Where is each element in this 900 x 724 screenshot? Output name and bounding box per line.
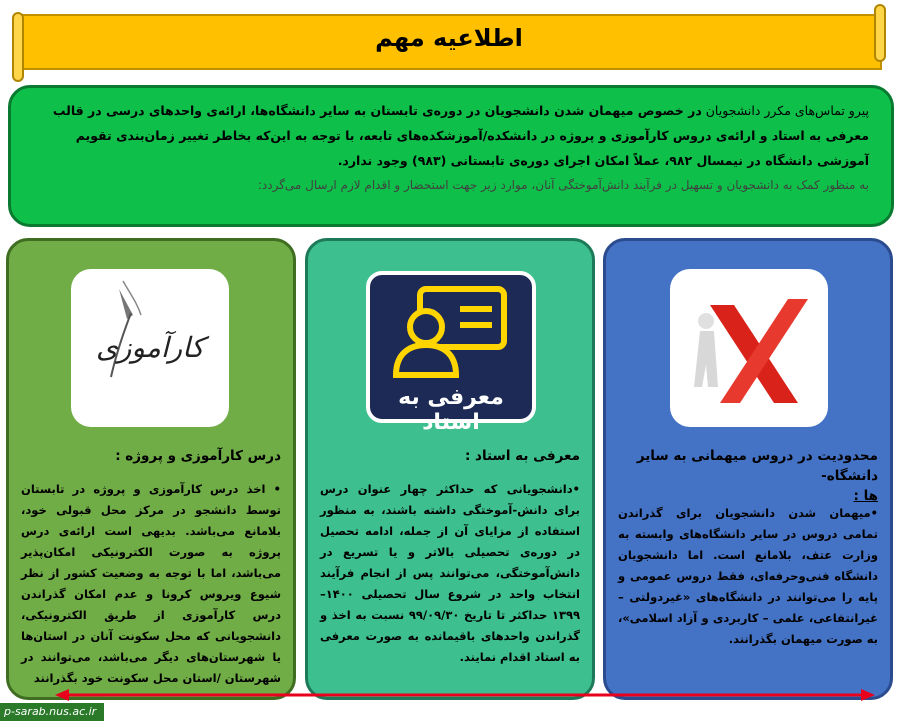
guest-title-line2: ها : — [853, 488, 878, 504]
banner — [12, 10, 886, 74]
double-arrow-icon — [55, 688, 875, 702]
column-internship — [6, 238, 296, 700]
internship-title: درس کارآموزی و پروژه : — [115, 448, 281, 464]
notice-sub: به منظور کمک به دانشجویان و تسهیل در فرآیند دانش‌آموختگی آنان، موارد زیر جهت استحضار و اقدام لازم ارسال می‌گردد: — [257, 178, 869, 192]
notice-main: در خصوص میهمان شدن دانشجویان در دوره‌ی تابستان به سایر دانشگاه‌ها، ارائه‌ی واحدهای درسی در قالب معرفی به استاد و ارائه‌ی دروس کارآموزی و پروژه در دانشکده/آموزشکده‌های تابعه، با توجه به این‌که بخاطر تغییر زمان‌بندی تقویم آموزشی دانشگاه در نیمسال ۹۸۲، عملاً امکان اجرای دوره‌ی تابستانی (۹۸۳) وجود ندارد. — [52, 103, 869, 168]
red-x-icon — [670, 269, 828, 427]
page-title: اطلاعیه مهم — [375, 24, 523, 52]
professor-image-text: معرفی به استاد — [398, 385, 504, 435]
internship-image-text: کارآموزی — [95, 331, 205, 364]
guest-title-line1: محدودیت در دروس میهمانی به سایر دانشگاه- — [636, 448, 878, 484]
notice-box — [8, 85, 894, 227]
notice-lead: پیرو تماس‌های مکرر دانشجویان — [705, 103, 869, 118]
internship-text: • اخذ درس کارآموزی و پروژه در تابستان توسط دانشجو در مرکز محل قبولی خود، بلامانع می‌باشد. بدیهی است ارائه‌ی درس پروژه به صورت الکترونیکی امکان‌پذیر می‌باشد، اما با توجه به وضعیت کشور از نظر شیوع ویروس کرونا و عدم امکان گذراندن درس کارآموزی از طریق الکترونیکی، دانشجویانی که محل سکونت آنان در استان‌ها یا شهرستان‌های دیگر می‌باشد، می‌توانند در شهرستان /استان محل سکونت خود بگذرانند — [21, 482, 281, 685]
column-professor — [305, 238, 595, 700]
professor-text: •دانشجویانی که حداکثر چهار عنوان درس برای دانش-آموختگی داشته باشند، به منظور استفاده از مزایای آن از جمله، ادامه تحصیل در دوره‌ی تحصیلی بالاتر و یا تسریع در دانش‌آموختگی، می‌توانند پس از انجام فرآیند انتخاب واحد در شروع سال تحصیلی ۱۴۰۰–۱۳۹۹ حداکثر تا تاریخ ۹۹/۰۹/۳۰ نسبت به اخذ و گذراندن واحدهای باقیمانده به صورت معرفی به استاد اقدام نمایند. — [320, 482, 580, 664]
internship-image — [71, 269, 229, 427]
column-guest — [603, 238, 893, 700]
notice-text — [33, 98, 869, 198]
source-url: p-sarab.nus.ac.ir — [0, 703, 104, 721]
professor-image — [366, 271, 536, 435]
guest-text: •میهمان شدن دانشجویان برای گذراندن تمامی دروس در سایر دانشگاه‌های وابسته به وزارت عتف، بلامانع است. اما دانشجویان دانشگاه فنی‌وحرفه‌ای، فقط دروس عمومی و پایه را می‌توانند در دانشگاه‌های «غیردولتی – غیرانتفاعی، علمی – کاربردی و آزاد اسلامی»، به صورت میهمان بگذرانند. — [618, 506, 878, 646]
professor-title: معرفی به استاد : — [464, 448, 580, 464]
guest-title — [618, 446, 878, 506]
guest-image — [670, 269, 828, 427]
presenter-icon — [370, 279, 532, 383]
